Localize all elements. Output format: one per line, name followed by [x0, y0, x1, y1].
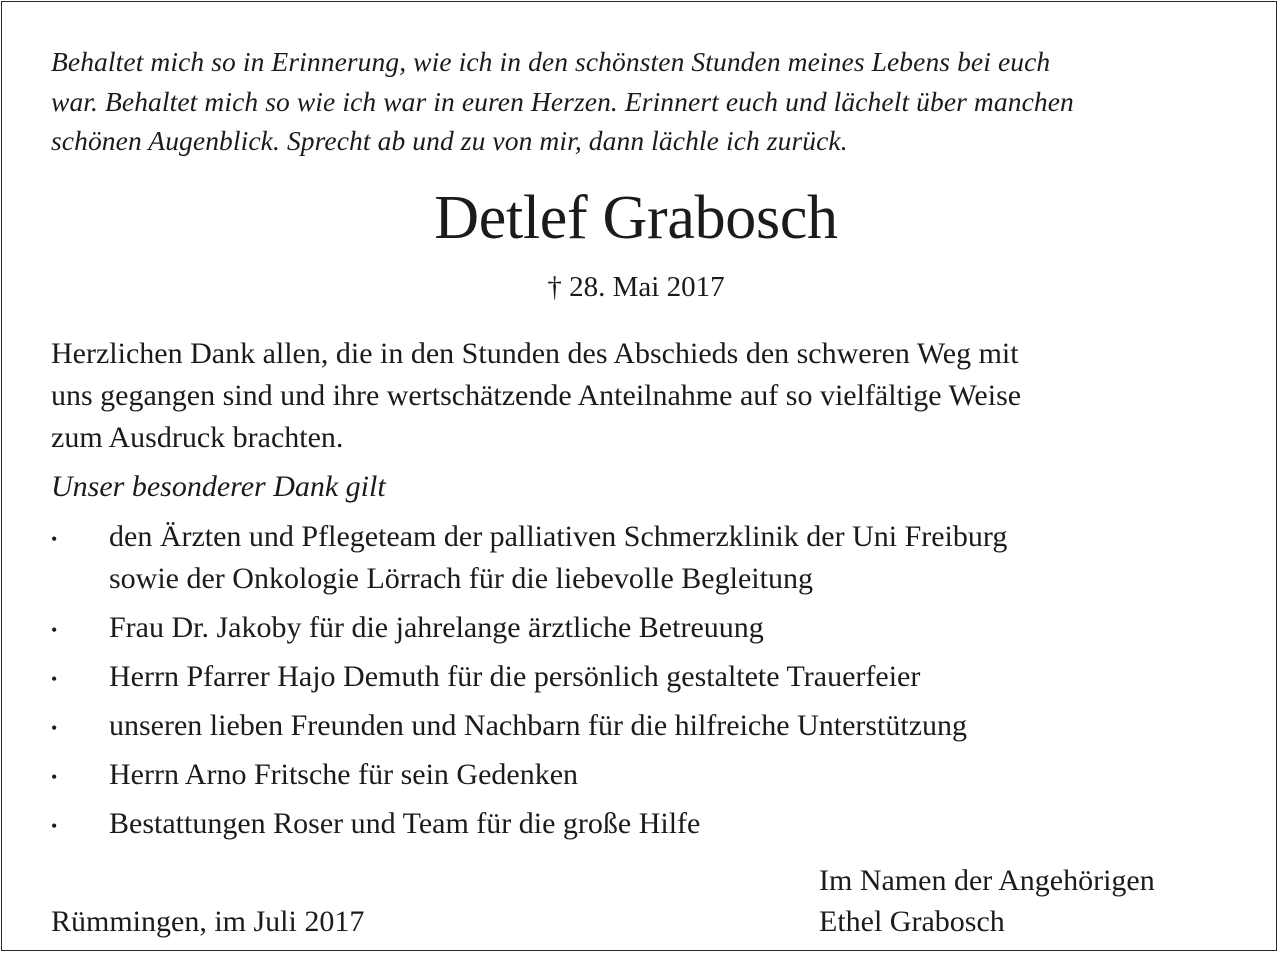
special-thanks-heading: Unser besonderer Dank gilt: [51, 470, 386, 503]
thanks-line: Herzlichen Dank allen, die in den Stunden des Abschieds den schweren Weg mit: [51, 337, 1019, 370]
list-item: [51, 656, 1236, 698]
notice-frame: [1, 1, 1277, 951]
quote-line: war. Behaltet mich so wie ich war in euren Herzen. Erinnert euch und lächelt über manchen: [51, 85, 1074, 117]
memorial-quote: [51, 42, 1236, 161]
list-item: [51, 705, 1236, 747]
bullet-icon: •: [51, 815, 58, 836]
bullet-icon: •: [51, 529, 58, 549]
list-item-line: Herrn Arno Fritsche für sein Gedenken: [109, 757, 579, 791]
bullet-icon: •: [51, 717, 58, 738]
bullet-icon: •: [51, 668, 58, 689]
place-date: Rümmingen, im Juli 2017: [51, 905, 365, 938]
signer-name: Ethel Grabosch: [819, 905, 1005, 938]
list-item-line: Frau Dr. Jakoby für die jahrelange ärztliche Betreuung: [109, 610, 764, 644]
quote-line: schönen Augenblick. Sprecht ab und zu von mir, dann lächle ich zurück.: [51, 125, 848, 156]
quote-line: Behaltet mich so in Erinnerung, wie ich in den schönsten Stunden meines Lebens bei euch: [51, 46, 1051, 77]
signature-block: [819, 860, 1155, 942]
list-item: [51, 754, 1236, 796]
thanks-line: uns gegangen sind und ihre wertschätzende Anteilnahme auf so vielfältige Weise: [51, 379, 1022, 412]
list-item-line: sowie der Onkologie Lörrach für die liebevolle Begleitung: [109, 561, 813, 595]
list-item-line: den Ärzten und Pflegeteam der palliativen Schmerzklinik der Uni Freiburg: [109, 520, 1008, 553]
on-behalf-text: Im Namen der Angehörigen: [819, 864, 1155, 897]
deceased-name: Detlef Grabosch: [434, 184, 838, 252]
bullet-icon: •: [51, 619, 58, 640]
list-item-line: unseren lieben Freunden und Nachbarn für die hilfreiche Unterstützung: [109, 708, 968, 742]
list-item: [51, 803, 1236, 845]
special-thanks-list: [51, 516, 1236, 852]
thanks-paragraph: [51, 333, 1236, 459]
list-item-line: Herrn Pfarrer Hajo Demuth für die persönlich gestaltete Trauerfeier: [109, 659, 921, 693]
list-item-line: Bestattungen Roser und Team für die große Hilfe: [109, 806, 701, 840]
list-item: [51, 607, 1236, 649]
list-item: [51, 516, 1236, 599]
thanks-line: zum Ausdruck brachten.: [51, 421, 344, 454]
bullet-icon: •: [51, 766, 58, 787]
death-date: † 28. Mai 2017: [547, 271, 725, 303]
